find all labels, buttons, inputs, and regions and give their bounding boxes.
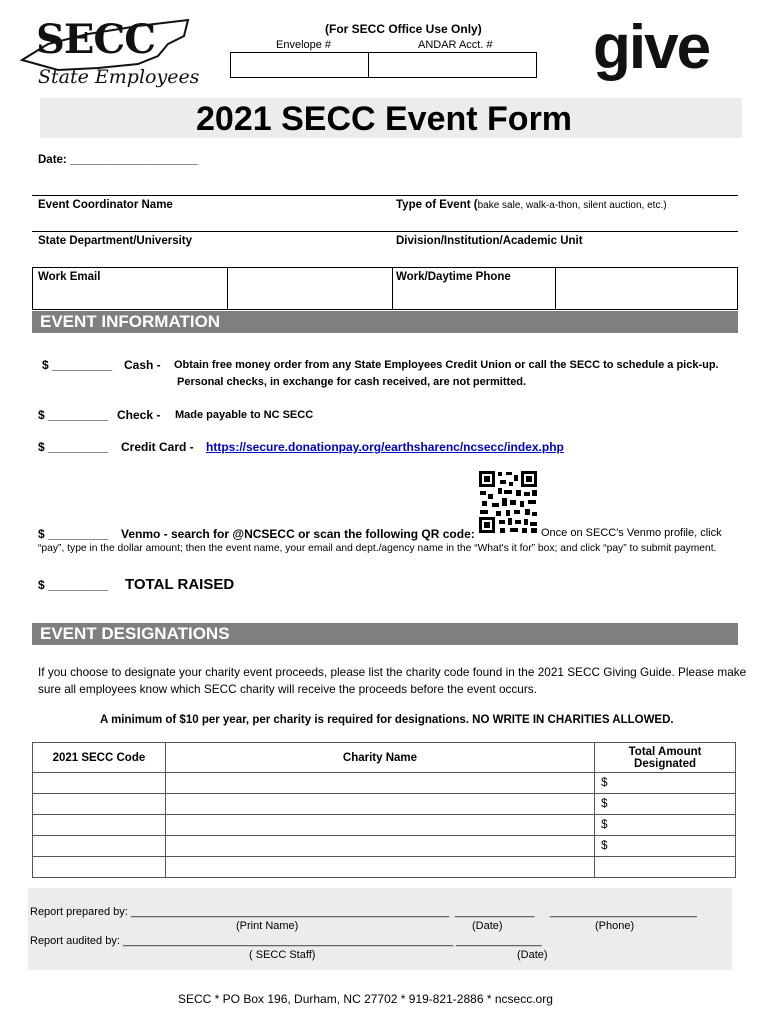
- designations-intro: If you choose to designate your charity event proceeds, please list the charity code found in the 2021 SECC Giving Guide. Please make: [38, 665, 747, 679]
- charity-cell[interactable]: [165, 773, 594, 794]
- table-header-row: [33, 743, 736, 773]
- column-header-charity: Charity Name: [165, 743, 594, 773]
- cash-amount-field[interactable]: $ _________: [42, 358, 113, 372]
- cash-instructions-2: Personal checks, in exchange for cash received, are not permitted.: [177, 376, 527, 388]
- date-caption-2: (Date): [517, 949, 548, 961]
- office-use-title: (For SECC Office Use Only): [325, 22, 482, 36]
- envelope-label: Envelope #: [276, 39, 332, 51]
- secc-logo: SECC: [36, 16, 156, 63]
- venmo-amount-field[interactable]: $ _________: [38, 527, 109, 541]
- charity-cell[interactable]: [165, 836, 594, 857]
- division-label: Division/Institution/Academic Unit: [396, 235, 583, 247]
- check-amount-field[interactable]: $ _________: [38, 408, 109, 422]
- event-type-label: Type of Event (bake sale, walk-a-thon, silent auction, etc.): [396, 199, 667, 211]
- phone-caption: (Phone): [595, 920, 635, 932]
- venmo-instructions-2: “pay”, type in the dollar amount; then the event name, your email and dept./agency name in the “What's it for” box; and click “pay” to submit payment.: [38, 543, 717, 554]
- table-row: [33, 794, 736, 815]
- total-amount-field[interactable]: $ _________: [38, 578, 109, 592]
- amount-cell[interactable]: [595, 857, 736, 878]
- footer-address: SECC * PO Box 196, Durham, NC 27702 * 919-821-2886 * ncsecc.org: [178, 992, 553, 1006]
- check-label: Check -: [117, 408, 161, 422]
- prepared-phone-field[interactable]: ________________________: [550, 906, 697, 918]
- venmo-instructions: Once on SECC's Venmo profile, click: [541, 527, 722, 539]
- andar-label: ANDAR Acct. #: [418, 39, 493, 51]
- print-name-caption: (Print Name): [236, 920, 299, 932]
- designations-intro-2: sure all employees know which SECC charity will receive the proceeds before the event occurs.: [38, 682, 537, 696]
- code-cell[interactable]: [33, 857, 166, 878]
- audited-by-field[interactable]: Report audited by: ______________________________________________________: [30, 935, 454, 947]
- code-cell[interactable]: [33, 836, 166, 857]
- email-label: Work Email: [38, 271, 101, 283]
- table-row: [33, 836, 736, 857]
- coordinator-label: Event Coordinator Name: [38, 199, 173, 211]
- venmo-label: Venmo - search for @NCSECC or scan the following QR code:: [121, 527, 475, 541]
- code-cell[interactable]: [33, 815, 166, 836]
- department-label: State Department/University: [38, 235, 193, 247]
- credit-amount-field[interactable]: $ _________: [38, 440, 109, 454]
- cash-label: Cash -: [124, 358, 161, 372]
- table-row: [33, 773, 736, 794]
- code-cell[interactable]: [33, 773, 166, 794]
- date-field[interactable]: Date: ____________________: [38, 154, 198, 166]
- amount-cell[interactable]: $: [595, 836, 736, 857]
- email-field[interactable]: [228, 268, 391, 309]
- charity-cell[interactable]: [165, 857, 594, 878]
- cash-instructions: Obtain free money order from any State Employees Credit Union or call the SECC to schedule a pick-up.: [174, 359, 719, 371]
- secc-staff-caption: ( SECC Staff): [249, 949, 316, 961]
- credit-card-link[interactable]: https://secure.donationpay.org/earthsharenc/ncsecc/index.php: [206, 440, 564, 454]
- date-caption: (Date): [472, 920, 503, 932]
- event-designations-heading: EVENT DESIGNATIONS: [32, 623, 738, 645]
- charity-cell[interactable]: [165, 815, 594, 836]
- office-use-box: [230, 52, 537, 78]
- check-instructions: Made payable to NC SECC: [175, 409, 314, 421]
- code-cell[interactable]: [33, 794, 166, 815]
- column-header-code: 2021 SECC Code: [33, 743, 166, 773]
- phone-label: Work/Daytime Phone: [396, 271, 511, 283]
- total-raised-label: TOTAL RAISED: [125, 576, 235, 593]
- prepared-by-field[interactable]: Report prepared by: ____________________________________________________: [30, 906, 450, 918]
- give-logo: give: [593, 13, 710, 82]
- audited-date-field[interactable]: ______________: [456, 935, 542, 947]
- page-title: 2021 SECC Event Form: [196, 100, 573, 138]
- designations-table: [32, 742, 736, 878]
- amount-cell[interactable]: $: [595, 815, 736, 836]
- table-row: [33, 857, 736, 878]
- divider: [392, 267, 393, 310]
- secc-logo-subtext: State Employees: [38, 66, 200, 88]
- amount-cell[interactable]: $: [595, 794, 736, 815]
- prepared-date-field[interactable]: _____________: [455, 906, 535, 918]
- divider: [32, 231, 738, 232]
- table-row: [33, 815, 736, 836]
- amount-cell[interactable]: $: [595, 773, 736, 794]
- venmo-qr-code-icon[interactable]: [478, 470, 538, 534]
- designations-notice: A minimum of $10 per year, per charity is required for designations. NO WRITE IN CHARITIES ALLOWED.: [100, 714, 674, 726]
- event-information-heading: EVENT INFORMATION: [32, 311, 738, 333]
- phone-field[interactable]: [556, 268, 737, 309]
- divider: [32, 195, 738, 196]
- credit-label: Credit Card -: [121, 440, 194, 454]
- column-header-amount: Total Amount Designated: [595, 743, 736, 773]
- charity-cell[interactable]: [165, 794, 594, 815]
